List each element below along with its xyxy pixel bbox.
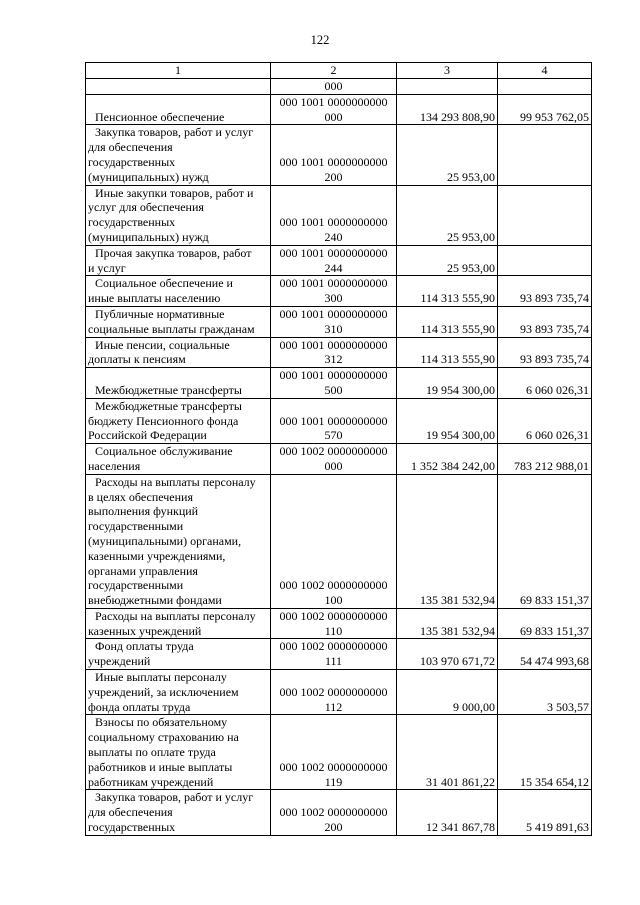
line-item-name-line: Расходы на выплаты персоналу <box>95 608 256 623</box>
line-item-name-line: государственными <box>88 578 184 593</box>
line-item-name-line: Взносы по обязательному <box>95 715 228 730</box>
line-item-name-line: казенных учреждений <box>88 623 202 638</box>
line-item-name-line: государственных <box>88 154 176 169</box>
line-item-name-line: Закупка товаров, работ и услуг <box>95 790 254 805</box>
table-row <box>86 444 592 475</box>
line-item-name-line: населения <box>88 458 141 473</box>
amount-col4: 783 212 988,01 <box>498 444 592 475</box>
budget-table <box>85 62 592 836</box>
line-item-name-line: Иные закупки товаров, работ и <box>95 185 254 200</box>
budget-code <box>271 245 397 276</box>
budget-code-line: 200 <box>324 169 343 184</box>
table-row <box>86 368 592 399</box>
line-item-name <box>86 79 271 95</box>
amount-col4: 54 474 993,68 <box>498 639 592 670</box>
line-item-name-line: работникам учреждений <box>88 774 214 789</box>
amount-col3: 103 970 671,72 <box>397 639 498 670</box>
line-item-name <box>86 125 271 185</box>
budget-code <box>271 790 397 835</box>
line-item-name <box>86 94 271 125</box>
budget-code <box>271 185 397 245</box>
budget-code-line: 000 1002 0000000000 <box>279 805 388 820</box>
line-item-name-line: в целях обеспечения <box>88 489 193 504</box>
budget-code <box>271 368 397 399</box>
budget-code <box>271 474 397 608</box>
budget-code-line: 000 1001 0000000000 <box>279 306 388 321</box>
budget-code-line: 000 1002 0000000000 <box>279 759 388 774</box>
budget-code-line: 200 <box>324 820 343 835</box>
amount-col4: 6 060 026,31 <box>498 368 592 399</box>
line-item-name-line: органами управления <box>88 563 198 578</box>
amount-col3: 134 293 808,90 <box>397 94 498 125</box>
page-number: 122 <box>310 33 330 47</box>
table-row <box>86 715 592 790</box>
line-item-name-line: (муниципальных) нужд <box>88 169 209 184</box>
table-header-row <box>86 63 592 79</box>
line-item-name-line: (муниципальными) органами, <box>88 533 242 548</box>
budget-code-line: 240 <box>324 229 343 244</box>
budget-code-line: 000 1001 0000000000 <box>279 337 388 352</box>
amount-col4: 93 893 735,74 <box>498 306 592 337</box>
line-item-name-line: социальному страхованию на <box>88 730 239 745</box>
header-cell: 2 <box>271 63 397 79</box>
line-item-name <box>86 670 271 715</box>
line-item-name-line: государственных <box>88 820 176 835</box>
line-item-name-line: Межбюджетные трансферты <box>95 382 242 397</box>
budget-code <box>271 306 397 337</box>
budget-code-line: 244 <box>324 260 343 275</box>
line-item-name-line: выплаты по оплате труда <box>88 745 216 760</box>
amount-col3: 12 341 867,78 <box>397 790 498 835</box>
amount-col3: 31 401 861,22 <box>397 715 498 790</box>
line-item-name <box>86 245 271 276</box>
budget-code <box>271 670 397 715</box>
line-item-name-line: выполнения функций <box>88 504 199 519</box>
amount-col3: 114 313 555,90 <box>397 276 498 307</box>
table-row <box>86 185 592 245</box>
budget-code-line: 112 <box>324 699 343 714</box>
line-item-name-line: учреждений <box>88 654 151 669</box>
amount-col3: 19 954 300,00 <box>397 398 498 443</box>
budget-code-line: 000 1001 0000000000 <box>279 215 388 230</box>
line-item-name-line: Межбюджетные трансферты <box>95 398 242 413</box>
amount-col4 <box>498 79 592 95</box>
line-item-name <box>86 337 271 368</box>
line-item-name-line: иные выплаты населению <box>88 291 221 306</box>
budget-code-line: 000 1001 0000000000 <box>279 94 388 109</box>
line-item-name-line: Социальное обеспечение и <box>95 276 233 291</box>
budget-code <box>271 398 397 443</box>
budget-code-line: 000 <box>324 79 343 93</box>
table-row <box>86 608 592 639</box>
line-item-name-line: работников и иные выплаты <box>88 759 233 774</box>
budget-code-line: 000 <box>324 109 343 124</box>
line-item-name <box>86 368 271 399</box>
table-row <box>86 94 592 125</box>
budget-code-line: 000 1002 0000000000 <box>279 639 388 654</box>
budget-code <box>271 715 397 790</box>
header-cell: 1 <box>86 63 271 79</box>
budget-code-line: 570 <box>324 428 343 443</box>
table-row <box>86 639 592 670</box>
amount-col4 <box>498 125 592 185</box>
budget-code-line: 000 1001 0000000000 <box>279 368 388 383</box>
budget-code-line: 310 <box>324 321 343 336</box>
amount-col3: 19 954 300,00 <box>397 368 498 399</box>
amount-col4: 99 953 762,05 <box>498 94 592 125</box>
table-row <box>86 398 592 443</box>
line-item-name-line: Публичные нормативные <box>95 306 225 321</box>
line-item-name-line: государственными <box>88 519 184 534</box>
line-item-name-line: фонда оплаты труда <box>88 699 191 714</box>
line-item-name-line: Социальное обслуживание <box>95 444 233 459</box>
amount-col4: 93 893 735,74 <box>498 276 592 307</box>
amount-col4: 69 833 151,37 <box>498 474 592 608</box>
line-item-name-line: Фонд оплаты труда <box>95 639 194 654</box>
budget-code <box>271 608 397 639</box>
budget-code <box>271 337 397 368</box>
line-item-name <box>86 444 271 475</box>
line-item-name <box>86 306 271 337</box>
line-item-name <box>86 790 271 835</box>
line-item-name-line: учреждений, за исключением <box>88 684 239 699</box>
amount-col3: 135 381 532,94 <box>397 474 498 608</box>
line-item-name-line: для обеспечения <box>88 805 173 820</box>
line-item-name-line: Иные выплаты персоналу <box>95 670 227 685</box>
table-row <box>86 125 592 185</box>
budget-code <box>271 94 397 125</box>
table-row <box>86 79 592 95</box>
line-item-name <box>86 608 271 639</box>
budget-code-line: 312 <box>324 352 343 367</box>
budget-code-line: 000 1001 0000000000 <box>279 245 388 260</box>
amount-col3: 25 953,00 <box>397 185 498 245</box>
line-item-name <box>86 474 271 608</box>
line-item-name-line: услуг для обеспечения <box>88 200 204 215</box>
amount-col3: 114 313 555,90 <box>397 306 498 337</box>
budget-code-line: 000 1002 0000000000 <box>279 444 388 459</box>
budget-code-line: 100 <box>324 593 343 608</box>
amount-col4: 5 419 891,63 <box>498 790 592 835</box>
budget-code-line: 000 1001 0000000000 <box>279 154 388 169</box>
budget-code-line: 000 1002 0000000000 <box>279 608 388 623</box>
line-item-name-line: государственных <box>88 215 176 230</box>
line-item-name <box>86 639 271 670</box>
budget-code <box>271 639 397 670</box>
line-item-name-line: Закупка товаров, работ и услуг <box>95 125 254 140</box>
header-cell: 3 <box>397 63 498 79</box>
amount-col4: 93 893 735,74 <box>498 337 592 368</box>
budget-code-line: 111 <box>324 654 343 669</box>
table-row <box>86 245 592 276</box>
budget-code <box>271 444 397 475</box>
table-row <box>86 790 592 835</box>
amount-col4 <box>498 185 592 245</box>
line-item-name <box>86 185 271 245</box>
budget-code-line: 000 <box>324 458 343 473</box>
line-item-name-line: для обеспечения <box>88 140 173 155</box>
table-row <box>86 670 592 715</box>
line-item-name-line: Пенсионное обеспечение <box>95 109 225 124</box>
budget-code-line: 000 1002 0000000000 <box>279 684 388 699</box>
amount-col3 <box>397 79 498 95</box>
amount-col3: 135 381 532,94 <box>397 608 498 639</box>
amount-col3: 25 953,00 <box>397 245 498 276</box>
amount-col4 <box>498 245 592 276</box>
line-item-name-line: Иные пенсии, социальные <box>95 337 230 352</box>
amount-col4: 15 354 654,12 <box>498 715 592 790</box>
line-item-name-line: Расходы на выплаты персоналу <box>95 474 256 489</box>
budget-code-line: 000 1002 0000000000 <box>279 578 388 593</box>
table-row <box>86 474 592 608</box>
budget-code <box>271 125 397 185</box>
budget-code-line: 300 <box>324 291 343 306</box>
table-row <box>86 306 592 337</box>
table-row <box>86 276 592 307</box>
budget-code-line: 000 1001 0000000000 <box>279 413 388 428</box>
line-item-name-line: Прочая закупка товаров, работ <box>95 245 252 260</box>
header-cell: 4 <box>498 63 592 79</box>
budget-code-line: 000 1001 0000000000 <box>279 276 388 291</box>
amount-col3: 1 352 384 242,00 <box>397 444 498 475</box>
line-item-name-line: (муниципальных) нужд <box>88 229 209 244</box>
budget-code-line: 119 <box>324 774 343 789</box>
line-item-name-line: бюджету Пенсионного фонда <box>88 413 239 428</box>
line-item-name-line: казенными учреждениями, <box>88 548 226 563</box>
amount-col4: 3 503,57 <box>498 670 592 715</box>
budget-code-line: 110 <box>324 623 343 638</box>
line-item-name-line: Российской Федерации <box>88 428 207 443</box>
table-row <box>86 337 592 368</box>
line-item-name <box>86 276 271 307</box>
amount-col3: 9 000,00 <box>397 670 498 715</box>
amount-col3: 114 313 555,90 <box>397 337 498 368</box>
line-item-name <box>86 715 271 790</box>
line-item-name-line: внебюджетными фондами <box>88 593 222 608</box>
amount-col3: 25 953,00 <box>397 125 498 185</box>
budget-code-line: 500 <box>324 382 343 397</box>
line-item-name-line: доплаты к пенсиям <box>88 352 186 367</box>
line-item-name <box>86 398 271 443</box>
amount-col4: 6 060 026,31 <box>498 398 592 443</box>
line-item-name-line: и услуг <box>88 260 126 275</box>
budget-code <box>271 276 397 307</box>
budget-code <box>271 79 397 95</box>
line-item-name-line: социальные выплаты гражданам <box>88 321 255 336</box>
amount-col4: 69 833 151,37 <box>498 608 592 639</box>
